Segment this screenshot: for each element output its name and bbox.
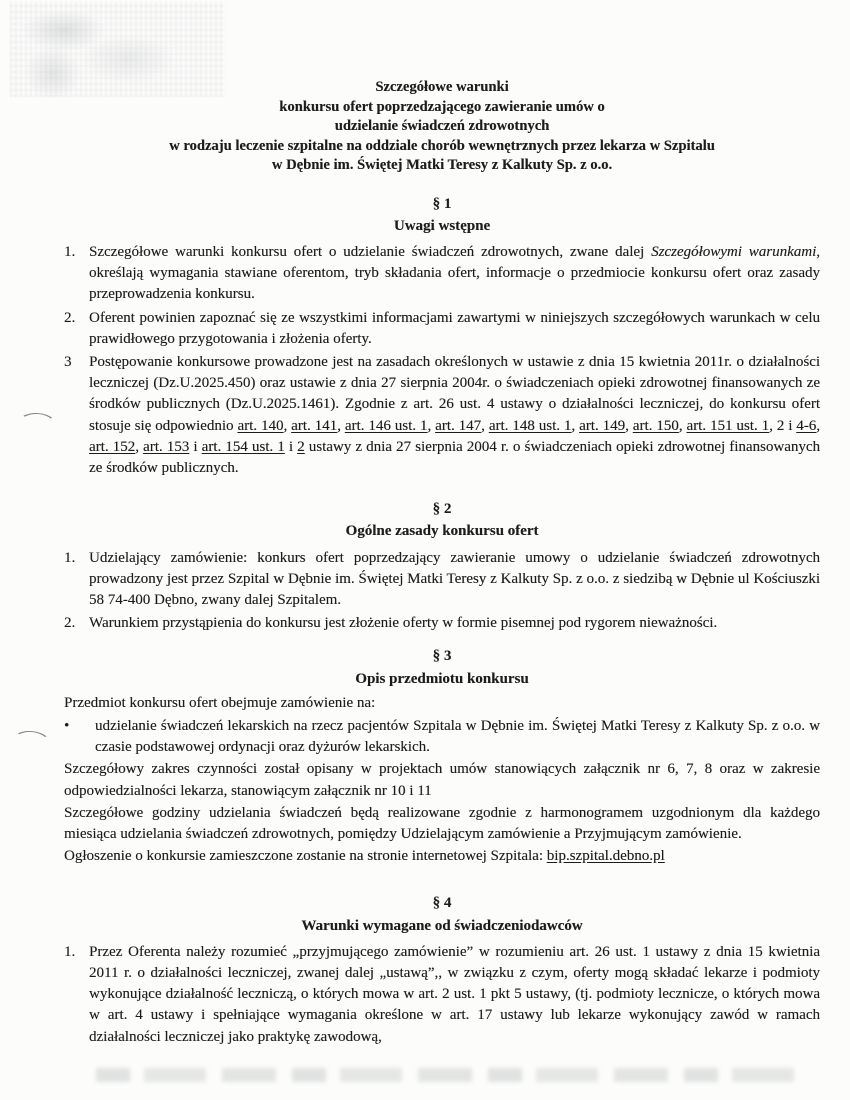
section-2-mark: § 2 <box>432 501 452 518</box>
section-1-mark: § 1 <box>432 195 452 212</box>
list-item <box>64 308 820 350</box>
list-item-text: Oferent powinien zapoznać się ze wszystkimi informacjami zawartymi w niniejszych szczegółowych warunkach w celu prawidłowego przygotowania i złożenia oferty. <box>89 309 820 347</box>
section-3-intro: Przedmiot konkursu ofert obejmuje zamówienie na: <box>64 694 376 711</box>
list-item <box>64 613 820 634</box>
list-item-text: Szczegółowe warunki konkursu ofert o udzielanie świadczeń zdrowotnych, zwane dalej Szczegółowymi warunkami, określają wymagania stawiane oferentom, tryb składania ofert, informacje o przedmiocie konkursu ofert oraz zasady przeprowadzenia konkursu. <box>89 243 820 303</box>
list-item <box>64 548 820 612</box>
scan-noise-smudge <box>10 2 225 97</box>
announcement-text: Ogłoszenie o konkursie zamieszczone zostanie na stronie internetowej Szpitala: <box>64 848 547 865</box>
list-item-number: 1. <box>64 243 76 260</box>
section-2-heading: Ogólne zasady konkursu ofert <box>345 523 539 540</box>
list-item-text: Udzielający zamówienie: konkurs ofert poprzedzający zawieranie umowy o udzielanie świadczeń zdrowotnych prowadzony jest przez Szpital w Dębnie im. Świętej Matki Teresy z Kalkuty Sp. z o.o. z siedzibą w Dębnie ul Kościuszki 58 74-400 Dębno, zwany dalej Szpitalem. <box>89 549 820 608</box>
list-item <box>64 942 820 1048</box>
section-3-heading: Opis przedmiotu konkursu <box>355 670 529 687</box>
section-3 <box>64 646 820 867</box>
list-item-text: Przez Oferenta należy rozumieć „przyjmującego zamówienie” w rozumieniu art. 26 ust. 1 ustawy z dnia 15 kwietnia 2011 r. o działalności leczniczej, zwanej dalej „ustawą”,, w związku z czym, oferty mogą składać lekarze i podmioty wykonujące działalność leczniczą, o których mowa w art. 2 ust. 1 pkt 5 ustawy, (tj. podmioty lecznicze, o których mowa w art. 4 ustawy i spełniające wymagania określone w art. 17 ustawy lub lekarze wykonujący zawód w ramach działalności leczniczej jako praktykę zawodową, <box>89 943 820 1045</box>
list-item-text: Postępowanie konkursowe prowadzone jest na zasadach określonych w ustawie z dnia 15 kwietnia 2011r. o działalności leczniczej (Dz.U.2025.450) oraz ustawie z dnia 27 sierpnia 2004r. o świadczeniach opieki zdrowotnej finansowanych ze środków publicznych (Dz.U.2025.1461). Zgodnie z art. 26 ust. 4 ustawy o działalności leczniczej, do konkursu ofert stosuje się odpowiednio art. 140, art. 141, art. 146 ust. 1, art. 147, art. 148 ust. 1, art. 149, art. 150, art. 151 ust. 1, 2 i 4-6, art. 152, art. 153 i art. 154 ust. 1 i 2 ustawy z dnia 27 sierpnia 2004 r. o świadczeniach opieki zdrowotnej finansowanych ze środków publicznych. <box>89 353 821 476</box>
section-3-paragraph-1: Szczegółowy zakres czynności został opisany w projektach umów stanowiących załącznik nr 6, 7, 8 oraz w zakresie odpowiedzialności lekarza, stanowiącym załącznik nr 10 i 11 <box>64 761 820 799</box>
list-item-number: 2. <box>64 309 76 326</box>
section-4 <box>64 893 820 1047</box>
title-line-2: konkursu ofert poprzedzającego zawieranie umów o <box>279 98 605 115</box>
section-1 <box>64 194 820 480</box>
section-3-paragraph-2: Szczegółowe godziny udzielania świadczeń będą realizowane zgodnie z harmonogramem uzgodnionym dla każdego miesiąca udzielania świadczeń zdrowotnych, pomiędzy Udzielającym zamówienie a Przyjmującym zamówienie. <box>64 804 820 842</box>
title-line-4: w rodzaju leczenie szpitalne na oddziale chorób wewnętrznych przez lekarza w Szpitalu <box>169 137 715 154</box>
list-item <box>64 352 820 479</box>
list-item-text: Warunkiem przystąpienia do konkursu jest złożenie oferty w formie pisemnej pod rygorem nieważności. <box>89 615 718 632</box>
bullet-icon: • <box>64 717 70 734</box>
section-3-announcement <box>64 846 820 867</box>
bullet-item <box>64 716 820 758</box>
list-item-number: 2. <box>64 615 76 632</box>
section-4-mark: § 4 <box>432 895 452 912</box>
bullet-item-text: udzielanie świadczeń lekarskich na rzecz pacjentów Szpitala w Dębnie im. Świętej Matki Teresy z Kalkuty Sp. z o.o. w czasie podstawowej ordynacji oraz dyżurów lekarskich. <box>95 717 820 756</box>
section-2 <box>64 499 820 634</box>
title-line-5: w Dębnie im. Świętej Matki Teresy z Kalkuty Sp. z o.o. <box>271 157 613 173</box>
title-line-1: Szczegółowe warunki <box>375 79 509 95</box>
bleed-through-ghost-text <box>96 1068 796 1082</box>
list-item-number: 1. <box>64 943 76 960</box>
list-item <box>64 242 820 306</box>
section-4-heading: Warunki wymagane od świadczeniodawców <box>301 917 583 934</box>
section-1-heading: Uwagi wstępne <box>393 217 491 234</box>
title-line-3: udzielanie świadczeń zdrowotnych <box>334 118 550 134</box>
website-link: bip.szpital.debno.pl <box>546 848 665 865</box>
list-item-number: 1. <box>64 549 76 566</box>
section-3-mark: § 3 <box>432 648 452 665</box>
list-item-number: 3 <box>64 353 72 370</box>
